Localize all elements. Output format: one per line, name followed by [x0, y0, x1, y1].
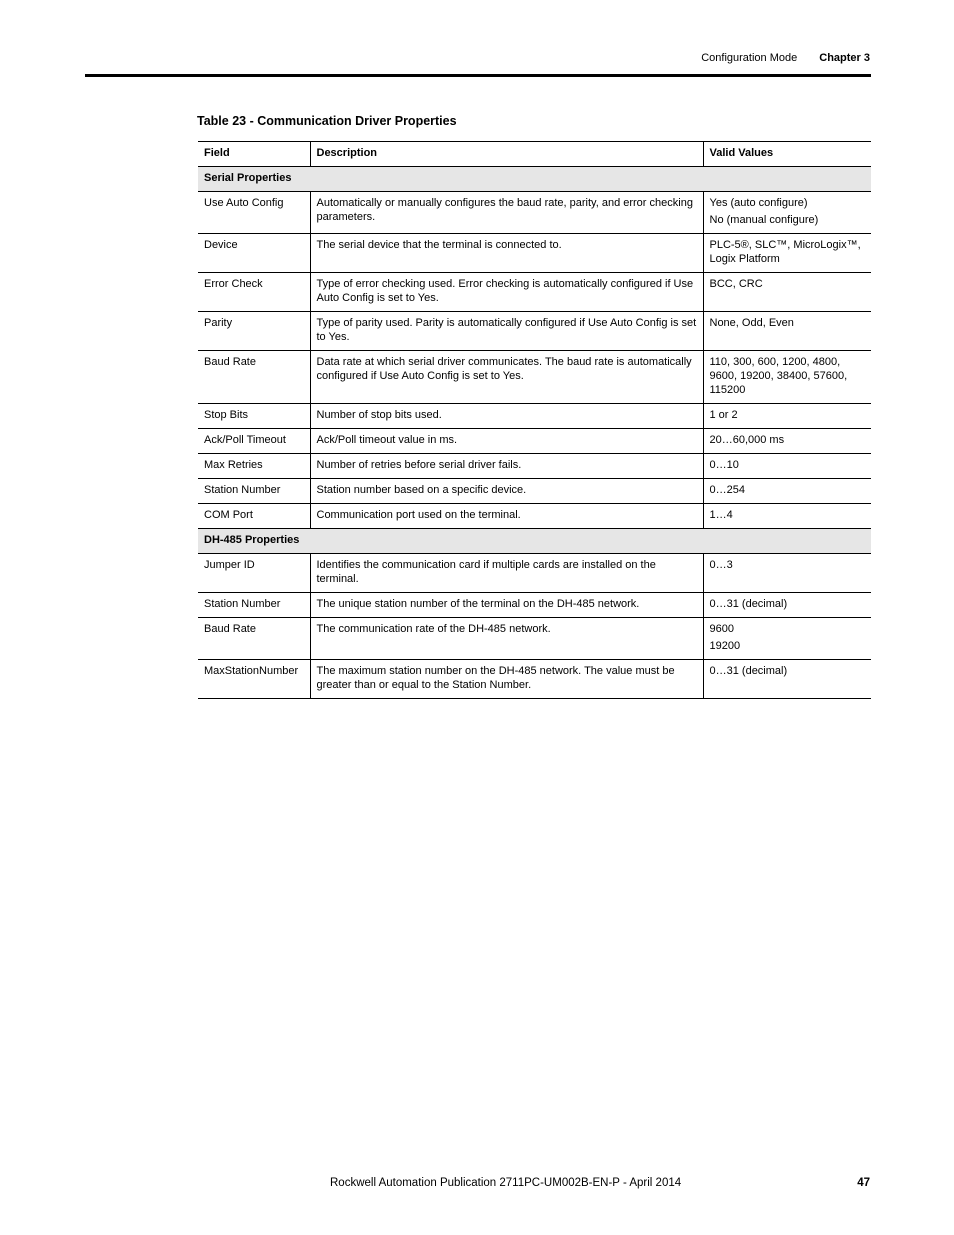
valid-value: 9600 [709, 623, 734, 635]
field-cell: Ack/Poll Timeout [198, 429, 310, 454]
field-cell: Station Number [198, 593, 310, 618]
table-row [198, 554, 871, 593]
table-row [198, 660, 871, 699]
field-cell: Baud Rate [198, 351, 310, 404]
description-cell: The unique station number of the terminal on the DH-485 network. [310, 593, 703, 618]
valid-value: 1 or 2 [709, 409, 738, 421]
valid-values-cell [703, 593, 871, 618]
section-heading: Serial Properties [198, 167, 871, 192]
running-header [701, 52, 870, 64]
valid-value: 0…10 [709, 459, 739, 471]
communication-driver-properties-table [198, 141, 871, 699]
header-rule [85, 74, 871, 77]
valid-values-cell [703, 273, 871, 312]
table-row [198, 593, 871, 618]
field-cell: Station Number [198, 479, 310, 504]
table-row [198, 273, 871, 312]
section-row [198, 529, 871, 554]
description-cell: Number of retries before serial driver fails. [310, 454, 703, 479]
table-row [198, 404, 871, 429]
table-row [198, 618, 871, 660]
description-cell: Station number based on a specific device. [310, 479, 703, 504]
header-section-title: Configuration Mode [701, 52, 798, 64]
field-cell: Max Retries [198, 454, 310, 479]
valid-values-cell [703, 454, 871, 479]
field-cell: Device [198, 234, 310, 273]
valid-value: 1…4 [709, 509, 733, 521]
description-cell: Number of stop bits used. [310, 404, 703, 429]
description-cell: Ack/Poll timeout value in ms. [310, 429, 703, 454]
section-row [198, 167, 871, 192]
column-header-field: Field [198, 142, 310, 167]
field-cell: Baud Rate [198, 618, 310, 660]
valid-value: 0…31 (decimal) [709, 665, 788, 677]
valid-value: 0…254 [709, 484, 745, 496]
table-row [198, 192, 871, 234]
description-cell: Communication port used on the terminal. [310, 504, 703, 529]
field-cell: Use Auto Config [198, 192, 310, 234]
table-row [198, 454, 871, 479]
column-header-description: Description [310, 142, 703, 167]
valid-values-cell [703, 554, 871, 593]
field-cell: Error Check [198, 273, 310, 312]
field-cell: Jumper ID [198, 554, 310, 593]
footer-page-number: 47 [857, 1177, 870, 1189]
valid-values-cell [703, 404, 871, 429]
description-cell: Identifies the communication card if multiple cards are installed on the terminal. [310, 554, 703, 593]
field-cell: Parity [198, 312, 310, 351]
valid-values-cell [703, 234, 871, 273]
valid-values-cell [703, 618, 871, 660]
section-heading: DH-485 Properties [198, 529, 871, 554]
valid-value: 19200 [709, 640, 741, 652]
table-title: Table 23 - Communication Driver Properties [197, 114, 457, 128]
table-row [198, 504, 871, 529]
table-row [198, 479, 871, 504]
description-cell: The communication rate of the DH-485 network. [310, 618, 703, 660]
description-cell: Data rate at which serial driver communicates. The baud rate is automatically configured if Use Auto Config is set to Yes. [310, 351, 703, 404]
table-row [198, 351, 871, 404]
table-body [198, 167, 871, 699]
field-cell: MaxStationNumber [198, 660, 310, 699]
table-header-row [198, 142, 871, 167]
valid-values-cell [703, 351, 871, 404]
valid-value: None, Odd, Even [709, 317, 794, 329]
valid-values-cell [703, 192, 871, 234]
table-row [198, 234, 871, 273]
valid-value: No (manual configure) [709, 214, 819, 226]
description-cell: Type of parity used. Parity is automatically configured if Use Auto Config is set to Yes. [310, 312, 703, 351]
valid-values-cell [703, 660, 871, 699]
valid-values-cell [703, 429, 871, 454]
field-cell: Stop Bits [198, 404, 310, 429]
valid-value: 110, 300, 600, 1200, 4800, 9600, 19200, 38400, 57600, 115200 [709, 356, 848, 396]
footer-publication: Rockwell Automation Publication 2711PC-UM002B-EN-P - April 2014 [330, 1177, 682, 1189]
valid-value: 0…31 (decimal) [709, 598, 788, 610]
valid-values-cell [703, 312, 871, 351]
valid-value: Yes (auto configure) [709, 197, 808, 209]
valid-value: PLC-5®, SLC™, MicroLogix™, Logix Platform [709, 239, 861, 265]
column-header-valid-values: Valid Values [703, 142, 871, 167]
valid-value: 0…3 [709, 559, 733, 571]
table-row [198, 312, 871, 351]
field-cell: COM Port [198, 504, 310, 529]
table-row [198, 429, 871, 454]
valid-value: 20…60,000 ms [709, 434, 785, 446]
header-chapter-label: Chapter 3 [819, 52, 870, 64]
valid-value: BCC, CRC [709, 278, 763, 290]
description-cell: The serial device that the terminal is connected to. [310, 234, 703, 273]
description-cell: The maximum station number on the DH-485 network. The value must be greater than or equal to the Station Number. [310, 660, 703, 699]
valid-values-cell [703, 479, 871, 504]
description-cell: Type of error checking used. Error checking is automatically configured if Use Auto Config is set to Yes. [310, 273, 703, 312]
description-cell: Automatically or manually configures the baud rate, parity, and error checking parameters. [310, 192, 703, 234]
valid-values-cell [703, 504, 871, 529]
